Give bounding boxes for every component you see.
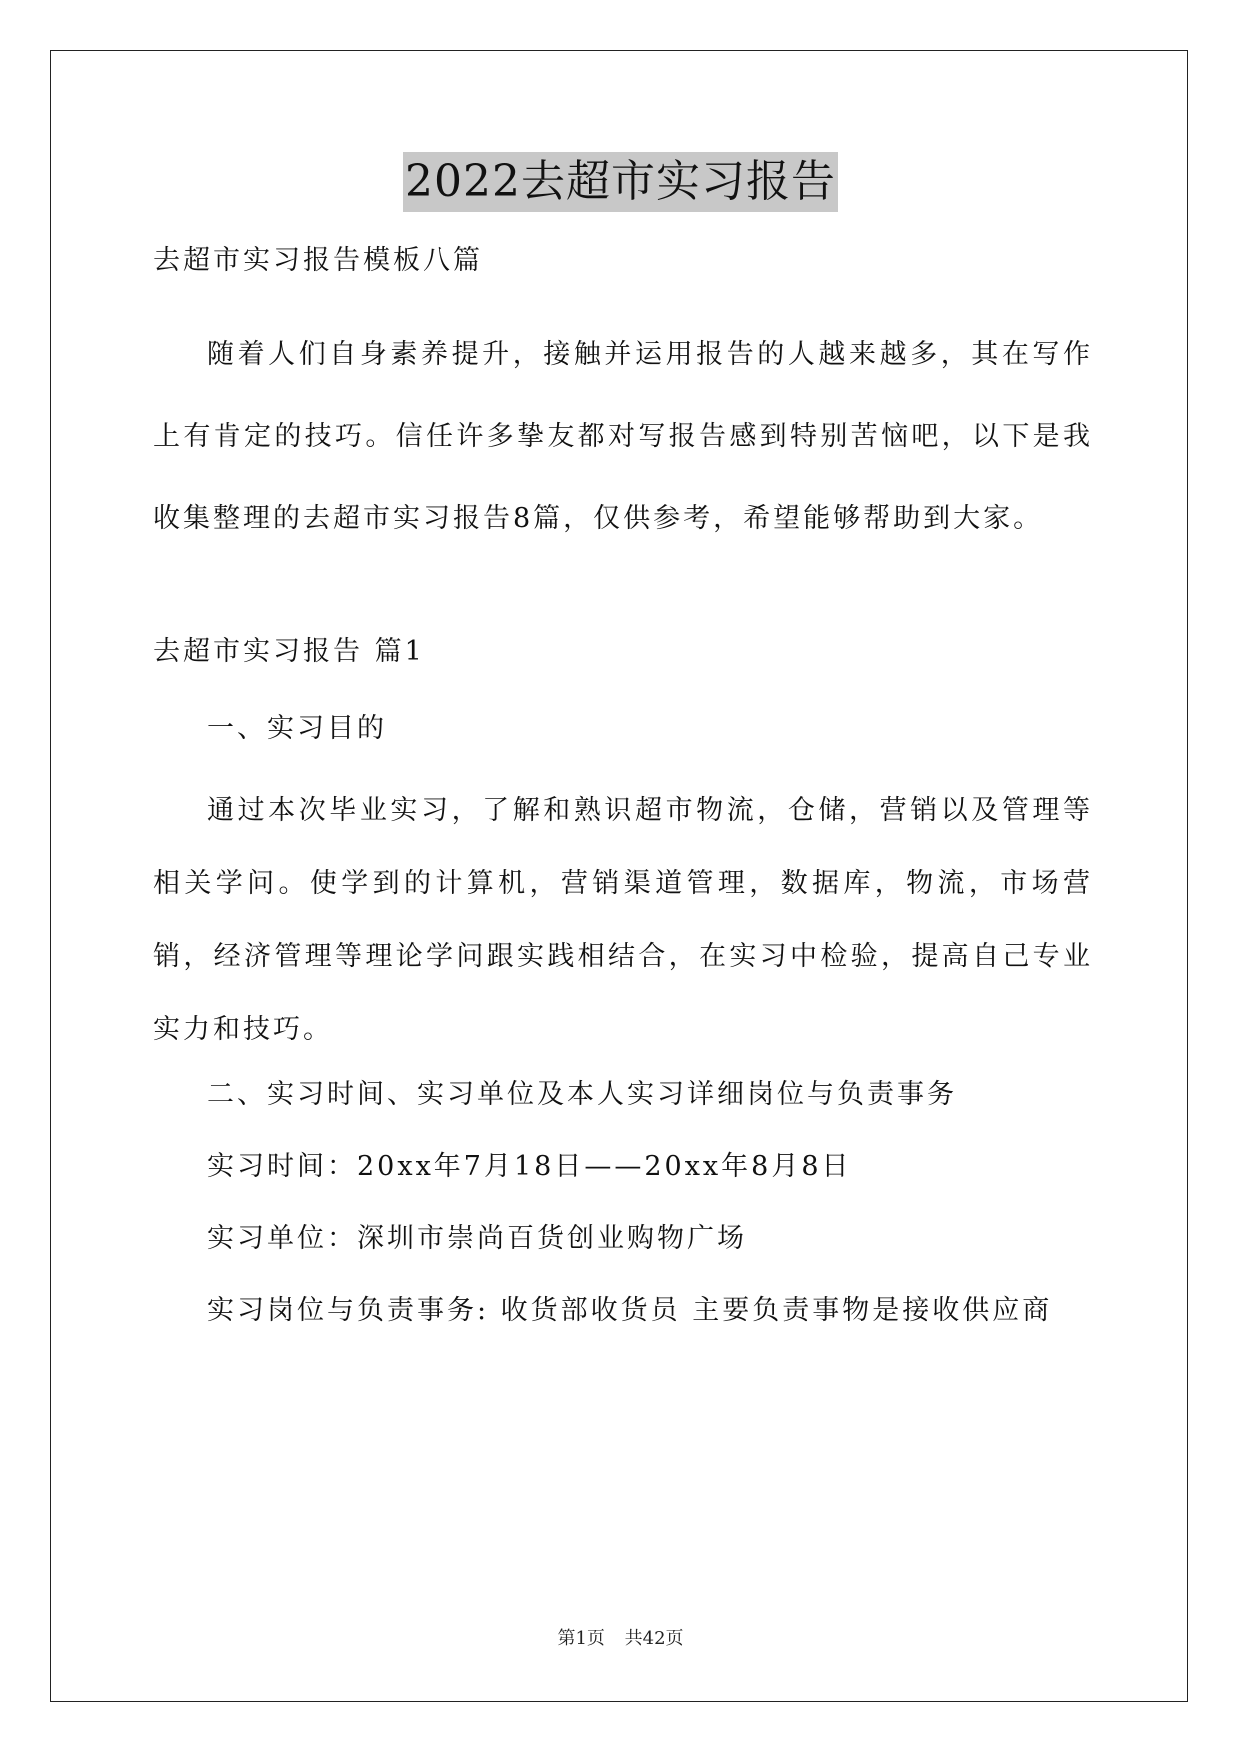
internship-unit: 实习单位：深圳市崇尚百货创业购物广场 [207, 1223, 747, 1254]
intro-paragraph: 随着人们自身素养提升，接触并运用报告的人越来越多，其在写作上有肯定的技巧。信任许多挚友都对写报告感到特别苦恼吧，以下是我收集整理的去超市实习报告8篇，仅供参考，希望能够帮助到大家。 [153, 339, 1093, 534]
internship-role: 实习岗位与负责事务: 收货部收货员 主要负责事物是接收供应商 [207, 1295, 1053, 1326]
document-body [153, 232, 1093, 1364]
purpose-paragraph: 通过本次毕业实习，了解和熟识超市物流，仓储，营销以及管理等相关学问。使学到的计算机，营销渠道管理，数据库，物流，市场营销，经济管理等理论学问跟实践相结合，在实习中检验，提高自己专业实力和技巧。 [153, 795, 1093, 1045]
internship-time: 实习时间：20xx年7月18日——20xx年8月8日 [207, 1151, 852, 1182]
section-spacer [153, 560, 1093, 632]
page-footer: 第1页 共42页 [557, 1628, 684, 1649]
document-title: 2022去超市实习报告 [403, 152, 838, 212]
heading-time-unit-role: 二、实习时间、实习单位及本人实习详细岗位与负责事务 [207, 1079, 957, 1110]
section-heading: 去超市实习报告 篇1 [153, 636, 425, 667]
heading-purpose: 一、实习目的 [207, 713, 387, 744]
title-container [0, 152, 1241, 212]
document-subtitle: 去超市实习报告模板八篇 [153, 245, 483, 276]
